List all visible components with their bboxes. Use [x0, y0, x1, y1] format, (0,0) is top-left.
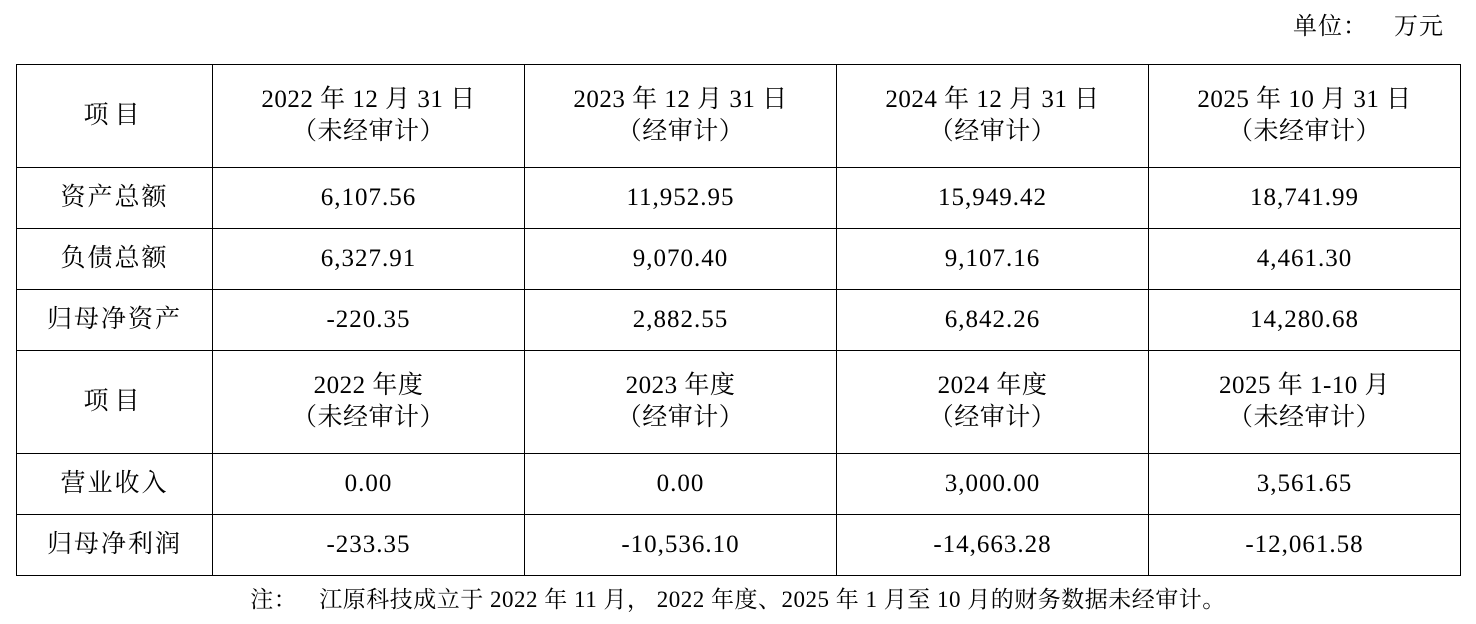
header-cell-2025-jan-oct	[1149, 351, 1461, 454]
header-line-2: （经审计）	[616, 118, 745, 145]
cell-value: -233.35	[213, 515, 525, 576]
row-label-revenue: 营业收入	[17, 454, 213, 515]
cell-value: 6,842.26	[837, 290, 1149, 351]
header-line-1: 2023 年 12 月 31 日	[573, 86, 788, 113]
cell-value: 0.00	[525, 454, 837, 515]
header-cell-2023-12-31	[525, 65, 837, 168]
table-row	[17, 229, 1461, 290]
header-line-1: 项目	[83, 102, 146, 129]
header-line-1: 2023 年度	[625, 372, 736, 399]
header-cell-2022-12-31	[213, 65, 525, 168]
header-cell-item	[17, 351, 213, 454]
cell-value: -12,061.58	[1149, 515, 1461, 576]
header-line-2: （未经审计）	[291, 118, 445, 145]
header-cell-2022-year	[213, 351, 525, 454]
cell-value: 9,107.16	[837, 229, 1149, 290]
cell-value: 6,107.56	[213, 168, 525, 229]
header-line-2: （未经审计）	[1227, 404, 1381, 431]
header-cell-2023-year	[525, 351, 837, 454]
cell-value: -220.35	[213, 290, 525, 351]
financial-table	[16, 64, 1461, 576]
header-cell-item	[17, 65, 213, 168]
table-row	[17, 290, 1461, 351]
cell-value: 9,070.40	[525, 229, 837, 290]
unit-line	[1293, 6, 1444, 41]
unit-value: 万元	[1394, 14, 1444, 40]
cell-value: 18,741.99	[1149, 168, 1461, 229]
table-header-row-balance	[17, 65, 1461, 168]
header-cell-2024-12-31	[837, 65, 1149, 168]
cell-value: 2,882.55	[525, 290, 837, 351]
note-text: 江原科技成立于 2022 年 11 月， 2022 年度、2025 年 1 月至 10 月的财务数据未经审计。	[319, 587, 1226, 612]
cell-value: 4,461.30	[1149, 229, 1461, 290]
unit-label: 单位：	[1293, 14, 1368, 40]
cell-value: -10,536.10	[525, 515, 837, 576]
header-line-2: （经审计）	[928, 404, 1057, 431]
cell-value: 3,000.00	[837, 454, 1149, 515]
row-label-net-assets: 归母净资产	[17, 290, 213, 351]
header-line-2: （未经审计）	[291, 404, 445, 431]
header-line-2: （未经审计）	[1227, 118, 1381, 145]
row-label-total-liabilities: 负债总额	[17, 229, 213, 290]
cell-value: 6,327.91	[213, 229, 525, 290]
header-line-1: 2024 年 12 月 31 日	[885, 86, 1100, 113]
note-label: 注：	[250, 587, 298, 612]
header-cell-2025-10-31	[1149, 65, 1461, 168]
cell-value: 15,949.42	[837, 168, 1149, 229]
header-line-1: 2022 年 12 月 31 日	[261, 86, 476, 113]
row-label-total-assets: 资产总额	[17, 168, 213, 229]
table-note	[0, 581, 1476, 614]
header-line-2: （经审计）	[616, 404, 745, 431]
table-row	[17, 168, 1461, 229]
row-label-net-profit: 归母净利润	[17, 515, 213, 576]
cell-value: 14,280.68	[1149, 290, 1461, 351]
header-line-1: 2025 年 10 月 31 日	[1197, 86, 1412, 113]
header-line-1: 2025 年 1-10 月	[1218, 372, 1391, 399]
table-row	[17, 454, 1461, 515]
table-header-row-income	[17, 351, 1461, 454]
header-line-1: 2022 年度	[313, 372, 424, 399]
header-line-2: （经审计）	[928, 118, 1057, 145]
cell-value: 11,952.95	[525, 168, 837, 229]
cell-value: 0.00	[213, 454, 525, 515]
table-row	[17, 515, 1461, 576]
header-cell-2024-year	[837, 351, 1149, 454]
header-line-1: 2024 年度	[937, 372, 1048, 399]
cell-value: -14,663.28	[837, 515, 1149, 576]
cell-value: 3,561.65	[1149, 454, 1461, 515]
header-line-1: 项目	[83, 388, 146, 415]
